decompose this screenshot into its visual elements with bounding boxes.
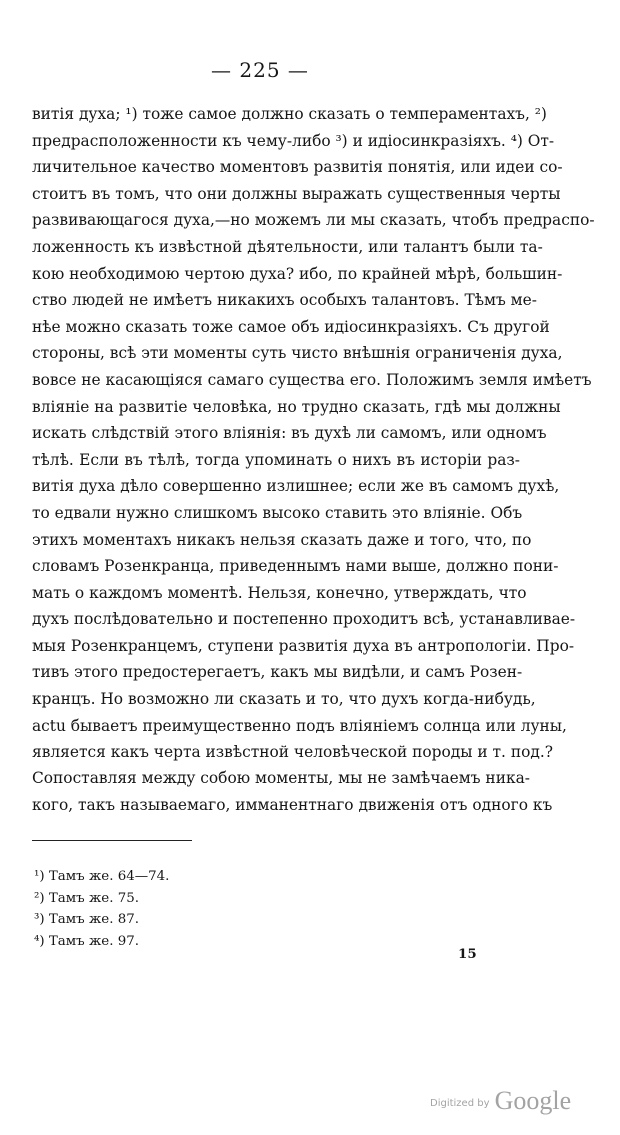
text-line: тѣлѣ. Если въ тѣлѣ, тогда упоминать о нихъ въ исторіи раз- <box>32 450 520 469</box>
text-line: мыя Розенкранцемъ, ступени развитія духа въ антропологіи. Про- <box>32 636 575 655</box>
text-line: то едвали нужно слишкомъ высоко ставить это вліяніе. Объ <box>32 503 523 522</box>
text-line: мать о каждомъ моментѣ. Нельзя, конечно, утверждать, что <box>32 583 527 602</box>
text-line: витія духа; ¹) тоже самое должно сказать о темпераментахъ, ²) <box>32 105 547 123</box>
text-line: духъ послѣдовательно и постепенно проходитъ всѣ, устанавливае- <box>32 610 576 629</box>
signature-mark: 15 <box>458 946 477 962</box>
text-line: кою необходимою чертою духа? ибо, по крайней мѣрѣ, большин- <box>32 264 563 283</box>
text-line: Сопоставляя между собою моменты, мы не замѣчаемъ ника- <box>32 769 530 787</box>
footnote-divider <box>32 840 192 841</box>
text-line: является какъ черта извѣстной человѣческой породы и т. под.? <box>32 743 553 762</box>
text-line: искать слѣдствій этого вліянія: въ духѣ ли самомъ, или одномъ <box>32 424 547 443</box>
text-line: стоитъ въ томъ, что они должны выражать существенныя черты <box>32 184 561 203</box>
text-line: предрасположенности къ чему-либо ³) и идіосинкразіяхъ. ⁴) От- <box>32 131 555 150</box>
footnote: ⁴) Тамъ же. 97. <box>34 933 140 949</box>
footnote: ¹) Тамъ же. 64—74. <box>34 869 170 884</box>
text-line: нѣе можно сказать тоже самое объ идіосинкразіяхъ. Съ другой <box>32 317 550 336</box>
text-line: вовсе не касающіяся самаго существа его. Положимъ земля имѣетъ <box>32 370 592 389</box>
text-line: кранцъ. Но возможно ли сказать и то, что духъ когда-нибудь, <box>32 690 536 709</box>
paragraph-1 <box>32 101 595 766</box>
footnotes <box>34 866 169 952</box>
text-line: этихъ моментахъ никакъ нельзя сказать даже и того, что, по <box>32 530 532 549</box>
text-line: кого, такъ называемаго, имманентнаго движенія отъ одного къ <box>32 795 553 814</box>
digitized-watermark <box>430 1086 571 1116</box>
text-line: витія духа дѣло совершенно излишнее; если же въ самомъ духѣ, <box>32 477 560 496</box>
text-line: словамъ Розенкранца, приведеннымъ нами выше, должно пони- <box>32 557 559 576</box>
footnote: ³) Тамъ же. 87. <box>34 912 140 927</box>
text-line: стороны, всѣ эти моменты суть чисто внѣшнія ограниченія духа, <box>32 344 563 363</box>
paragraph-2 <box>32 765 553 818</box>
text-line: вліяніе на развитіе человѣка, но трудно сказать, гдѣ мы должны <box>32 397 561 416</box>
watermark-prefix: Digitized by <box>430 1098 490 1109</box>
text-line: личительное качество моментовъ развитія понятія, или идеи со- <box>32 158 563 177</box>
text-line: actu бываетъ преимущественно подъ вліяніемъ солнца или луны, <box>32 716 567 735</box>
text-line: ство людей не имѣетъ никакихъ особыхъ талантовъ. Тѣмъ ме- <box>32 291 537 310</box>
footnote: ²) Тамъ же. 75. <box>34 890 140 906</box>
text-line: развивающагося духа,—но можемъ ли мы сказать, чтобъ предраспо- <box>32 211 595 230</box>
page-number: — 225 — <box>211 58 309 82</box>
text-line: ложенность къ извѣстной дѣятельности, или талантъ были та- <box>32 237 543 256</box>
text-line: тивъ этого предостерегаетъ, какъ мы видѣли, и самъ Розен- <box>32 663 523 682</box>
google-logo-text: Google <box>494 1086 572 1115</box>
